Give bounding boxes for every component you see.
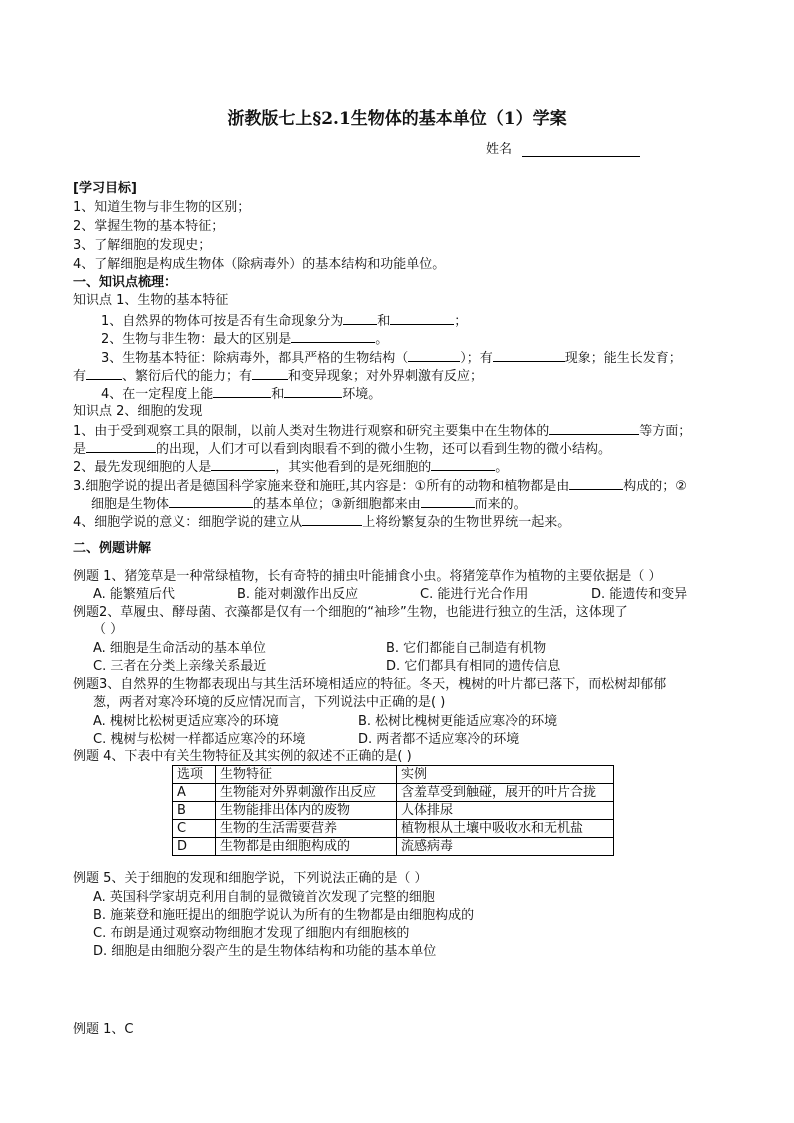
table-row: [173, 838, 614, 856]
q3-stem-1: 例题3、自然界的生物都表现出与其生活环境相适应的特征。冬天，槐树的叶片都已落下，而松树却郁郁: [73, 677, 667, 692]
kp2-title: 知识点 2、细胞的发现: [73, 404, 203, 419]
table-cell: C: [173, 820, 216, 838]
fill-blank[interactable]: [86, 439, 156, 453]
q3-option-c: C. 槐树与松树一样都适应寒冷的环境: [93, 732, 306, 747]
table-cell: A: [173, 784, 216, 802]
q2-option-c: C. 三者在分类上亲缘关系最近: [93, 659, 267, 674]
objective-item: 2、掌握生物的基本特征；: [73, 219, 225, 234]
q3-option-d: D. 两者都不适应寒冷的环境: [358, 732, 520, 747]
q2-stem: 例题2、草履虫、酵母菌、衣藻都是仅有一个细胞的“袖珍”生物，也能进行独立的生活，这体现了: [73, 605, 628, 620]
fill-blank[interactable]: [431, 457, 495, 471]
page-title: 浙教版七上§2.1生物体的基本单位（1）学案: [227, 109, 567, 129]
q1-option-b: B. 能对刺激作出反应: [237, 587, 359, 602]
header-cell: 选项: [173, 766, 216, 784]
fill-blank[interactable]: [390, 311, 454, 325]
fill-blank[interactable]: [302, 512, 362, 526]
header-cell: 实例: [397, 766, 614, 784]
name-field[interactable]: [486, 138, 640, 157]
fill-blank[interactable]: [408, 348, 460, 362]
q3-option-a: A. 槐树比松树更适应寒冷的环境: [93, 714, 279, 729]
fill-blank[interactable]: [493, 348, 565, 362]
q4-table: [172, 765, 614, 856]
q5-option-c: C. 布朗是通过观察动物细胞才发现了细胞内有细胞核的: [93, 926, 410, 941]
table-cell: 流感病毒: [397, 838, 614, 856]
table-cell: 生物能排出体内的废物: [216, 802, 397, 820]
q1-option-a: A. 能繁殖后代: [93, 587, 175, 602]
table-row: [173, 784, 614, 802]
q5-stem: 例题 5、关于细胞的发现和细胞学说，下列说法正确的是（ ）: [73, 871, 428, 886]
q3-option-b: B. 松树比槐树更能适应寒冷的环境: [358, 714, 558, 729]
kp1-line4: 有 、繁衍后代的能力；有 和变异现象；对外界刺激有反应；: [73, 366, 483, 386]
kp2-line2: 是 的出现，人们才可以看到肉眼看不到的微小生物，还可以看到生物的微小结构。: [73, 439, 611, 459]
q1-option-d: D. 能遗传和变异: [591, 587, 688, 602]
table-cell: 植物根从土壤中吸收水和无机盐: [397, 820, 614, 838]
q5-option-d: D. 细胞是由细胞分裂产生的是生物体结构和功能的基本单位: [93, 944, 437, 959]
section2-heading: 二、例题讲解: [73, 541, 152, 556]
kp1-line1: 1、自然界的物体可按是否有生命现象分为 和 ；: [101, 311, 467, 331]
table-header-row: [173, 766, 614, 784]
fill-blank[interactable]: [169, 494, 253, 508]
q1-option-c: C. 能进行光合作用: [420, 587, 529, 602]
q5-option-b: B. 施莱登和施旺提出的细胞学说认为所有的生物都是由细胞构成的: [93, 908, 475, 923]
table-cell: 生物的生活需要营养: [216, 820, 397, 838]
table-cell: 生物能对外界刺激作出反应: [216, 784, 397, 802]
q2-option-d: D. 它们都具有相同的遗传信息: [386, 659, 561, 674]
table-cell: 人体排尿: [397, 802, 614, 820]
objective-item: 3、了解细胞的发现史；: [73, 238, 212, 253]
name-blank[interactable]: [522, 144, 640, 157]
q2-paren: （ ）: [93, 622, 124, 637]
objective-item: 4、了解细胞是构成生物体（除病毒外）的基本结构和功能单位。: [73, 257, 446, 272]
fill-blank[interactable]: [569, 476, 623, 490]
kp1-line3: 3、生物基本特征：除病毒外，都具严格的生物结构（ ）；有 现象；能生长发育；: [101, 348, 682, 368]
kp2-line6: 4、细胞学说的意义：细胞学说的建立从 上将纷繁复杂的生物世界统一起来。: [73, 512, 570, 532]
objectives-heading: [学习目标]: [73, 181, 137, 196]
kp1-line2: 2、生物与非生物：最大的区别是 。: [101, 329, 388, 349]
q5-option-a: A. 英国科学家胡克利用自制的显微镜首次发现了完整的细胞: [93, 890, 435, 905]
kp2-line1: 1、由于受到观察工具的限制，以前人类对生物进行观察和研究主要集中在生物体的 等方面；: [73, 421, 691, 441]
q2-option-a: A. 细胞是生命活动的基本单位: [93, 641, 266, 656]
table-cell: 含羞草受到触碰，展开的叶片合拢: [397, 784, 614, 802]
kp2-line3: 2、最先发现细胞的人是 ，其实他看到的是死细胞的 。: [73, 457, 508, 477]
fill-blank[interactable]: [343, 311, 377, 325]
table-cell: D: [173, 838, 216, 856]
kp2-line4: 3.细胞学说的提出者是德国科学家施来登和施旺,其内容是：①所有的动物和植物都是由 构成的；②: [73, 476, 687, 496]
section1-heading: 一、知识点梳理：: [73, 275, 178, 290]
fill-blank[interactable]: [291, 329, 375, 343]
kp1-title: 知识点 1、生物的基本特征: [73, 293, 229, 308]
fill-blank[interactable]: [549, 421, 639, 435]
fill-blank[interactable]: [421, 494, 475, 508]
table-cell: 生物都是由细胞构成的: [216, 838, 397, 856]
table-cell: B: [173, 802, 216, 820]
fill-blank[interactable]: [86, 366, 122, 380]
kp1-line5: 4、在一定程度上能 和 环境。: [101, 384, 381, 404]
fill-blank[interactable]: [211, 457, 275, 471]
name-label: 姓名: [486, 142, 513, 157]
kp2-line5: 细胞是生物体 的基本单位；③新细胞都来由 而来的。: [91, 494, 527, 514]
table-row: [173, 802, 614, 820]
fill-blank[interactable]: [284, 384, 342, 398]
q2-option-b: B. 它们都能自己制造有机物: [386, 641, 547, 656]
objective-item: 1、知道生物与非生物的区别；: [73, 200, 251, 215]
fill-blank[interactable]: [252, 366, 288, 380]
table-row: [173, 820, 614, 838]
fill-blank[interactable]: [213, 384, 271, 398]
header-cell: 生物特征: [216, 766, 397, 784]
q3-stem-2: 葱，两者对寒冷环境的反应情况而言，下列说法中正确的是( ): [93, 695, 446, 710]
q1-stem: 例题 1、猪笼草是一种常绿植物，长有奇特的捕虫叶能捕食小虫。将猪笼草作为植物的主要依据是（ ）: [73, 569, 662, 584]
q4-stem: 例题 4、下表中有关生物特征及其实例的叙述不正确的是( ): [73, 749, 412, 764]
answer-1: 例题 1、C: [73, 1022, 134, 1037]
